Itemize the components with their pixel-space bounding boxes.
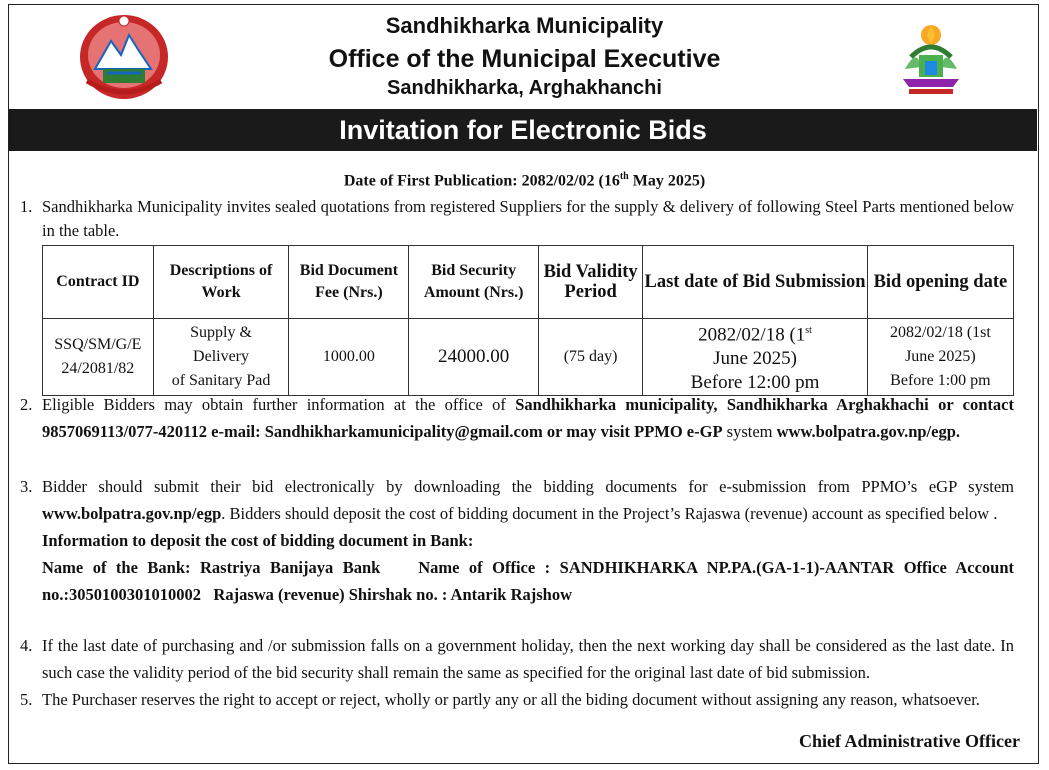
office-address: Sandhikharka, Arghakhanchi xyxy=(387,77,662,99)
notice-header xyxy=(9,5,1040,107)
header-security: Bid Security Amount (Nrs.) xyxy=(409,246,538,319)
header-contract-id: Contract ID xyxy=(43,246,154,319)
cell-validity: (75 day) xyxy=(538,319,642,396)
office-name: Office of the Municipal Executive xyxy=(328,45,721,73)
table-header-row xyxy=(43,246,1014,319)
clause-3: 3. Bidder should submit their bid electronically by downloading the bidding documents for e-submission from PPMO’s eGP system www.bolpatra.gov.np/egp. Bidders should deposit the cost of bidding document in the Project’s Rajaswa (revenue) account as specified below . Information to deposit the cost of bidding document in Bank: Name of the Bank: Rastriya Banijaya Bank Name of Office : SANDHIKHARKA NP.PA.(GA-1-1)-AANTAR Office Account no.:3050100301010002 Rajaswa (revenue) Shirshak no. : Antarik Rajshow xyxy=(20,477,1019,604)
header-validity: Bid Validity Period xyxy=(538,246,642,319)
cell-description: Supply & Delivery of Sanitary Pad xyxy=(153,319,289,396)
table-row xyxy=(43,319,1014,396)
clause-4: 4. If the last date of purchasing and /or submission falls on a government holiday, then the next working day shall be considered as the last date. In such case the validity period of the bid security shall remain the same as specified for the original last date of bid submission. xyxy=(20,636,1014,682)
bank-info-heading: Information to deposit the cost of bidding document in Bank: xyxy=(42,531,474,550)
bank-info-details: Name of the Bank: Rastriya Banijaya Bank Name of Office : SANDHIKHARKA NP.PA.(GA-1-1)-AANTAR Office Account no.:3050100301010002 Rajaswa (revenue) Shirshak no. : Antarik Rajshow xyxy=(42,558,1019,604)
bid-table xyxy=(42,245,1014,396)
header-description: Descriptions of Work xyxy=(153,246,289,319)
municipality-logo-icon xyxy=(891,17,971,97)
signatory-title: Chief Administrative Officer xyxy=(799,731,1020,751)
notice-title-banner: Invitation for Electronic Bids xyxy=(9,109,1037,151)
cell-security: 24000.00 xyxy=(409,319,538,396)
clause-5: 5. The Purchaser reserves the right to accept or reject, wholly or partly any or all the biding document without assigning any reason, whatsoever. xyxy=(20,690,980,709)
cell-contract-id: SSQ/SM/G/E 24/2081/82 xyxy=(43,319,154,396)
clause-1: 1. Sandhikharka Municipality invites sealed quotations from registered Suppliers for the supply & delivery of following Steel Parts mentioned below in the table. xyxy=(20,197,1014,240)
cell-last-date: 2082/02/18 (1st June 2025) Before 12:00 pm xyxy=(643,319,867,396)
notice-frame xyxy=(8,4,1039,764)
header-fee: Bid Document Fee (Nrs.) xyxy=(289,246,409,319)
clause-2: 2. Eligible Bidders may obtain further information at the office of Sandhikharka municipality, Sandhikharka Arghakhachi or contact 9857069113/077-420112 e-mail: Sandhikharkamunicipality@gmail.com or may visit PPMO e-GP system www.bolpatra.gov.np/egp. xyxy=(20,395,1014,441)
cell-opening-date: 2082/02/18 (1st June 2025) Before 1:00 pm xyxy=(867,319,1013,396)
publication-date: Date of First Publication: 2082/02/02 (16th May 2025) xyxy=(343,171,706,190)
municipality-name: Sandhikharka Municipality xyxy=(385,13,664,38)
cell-fee: 1000.00 xyxy=(289,319,409,396)
header-last-date: Last date of Bid Submission xyxy=(643,246,867,319)
header-opening-date: Bid opening date xyxy=(867,246,1013,319)
